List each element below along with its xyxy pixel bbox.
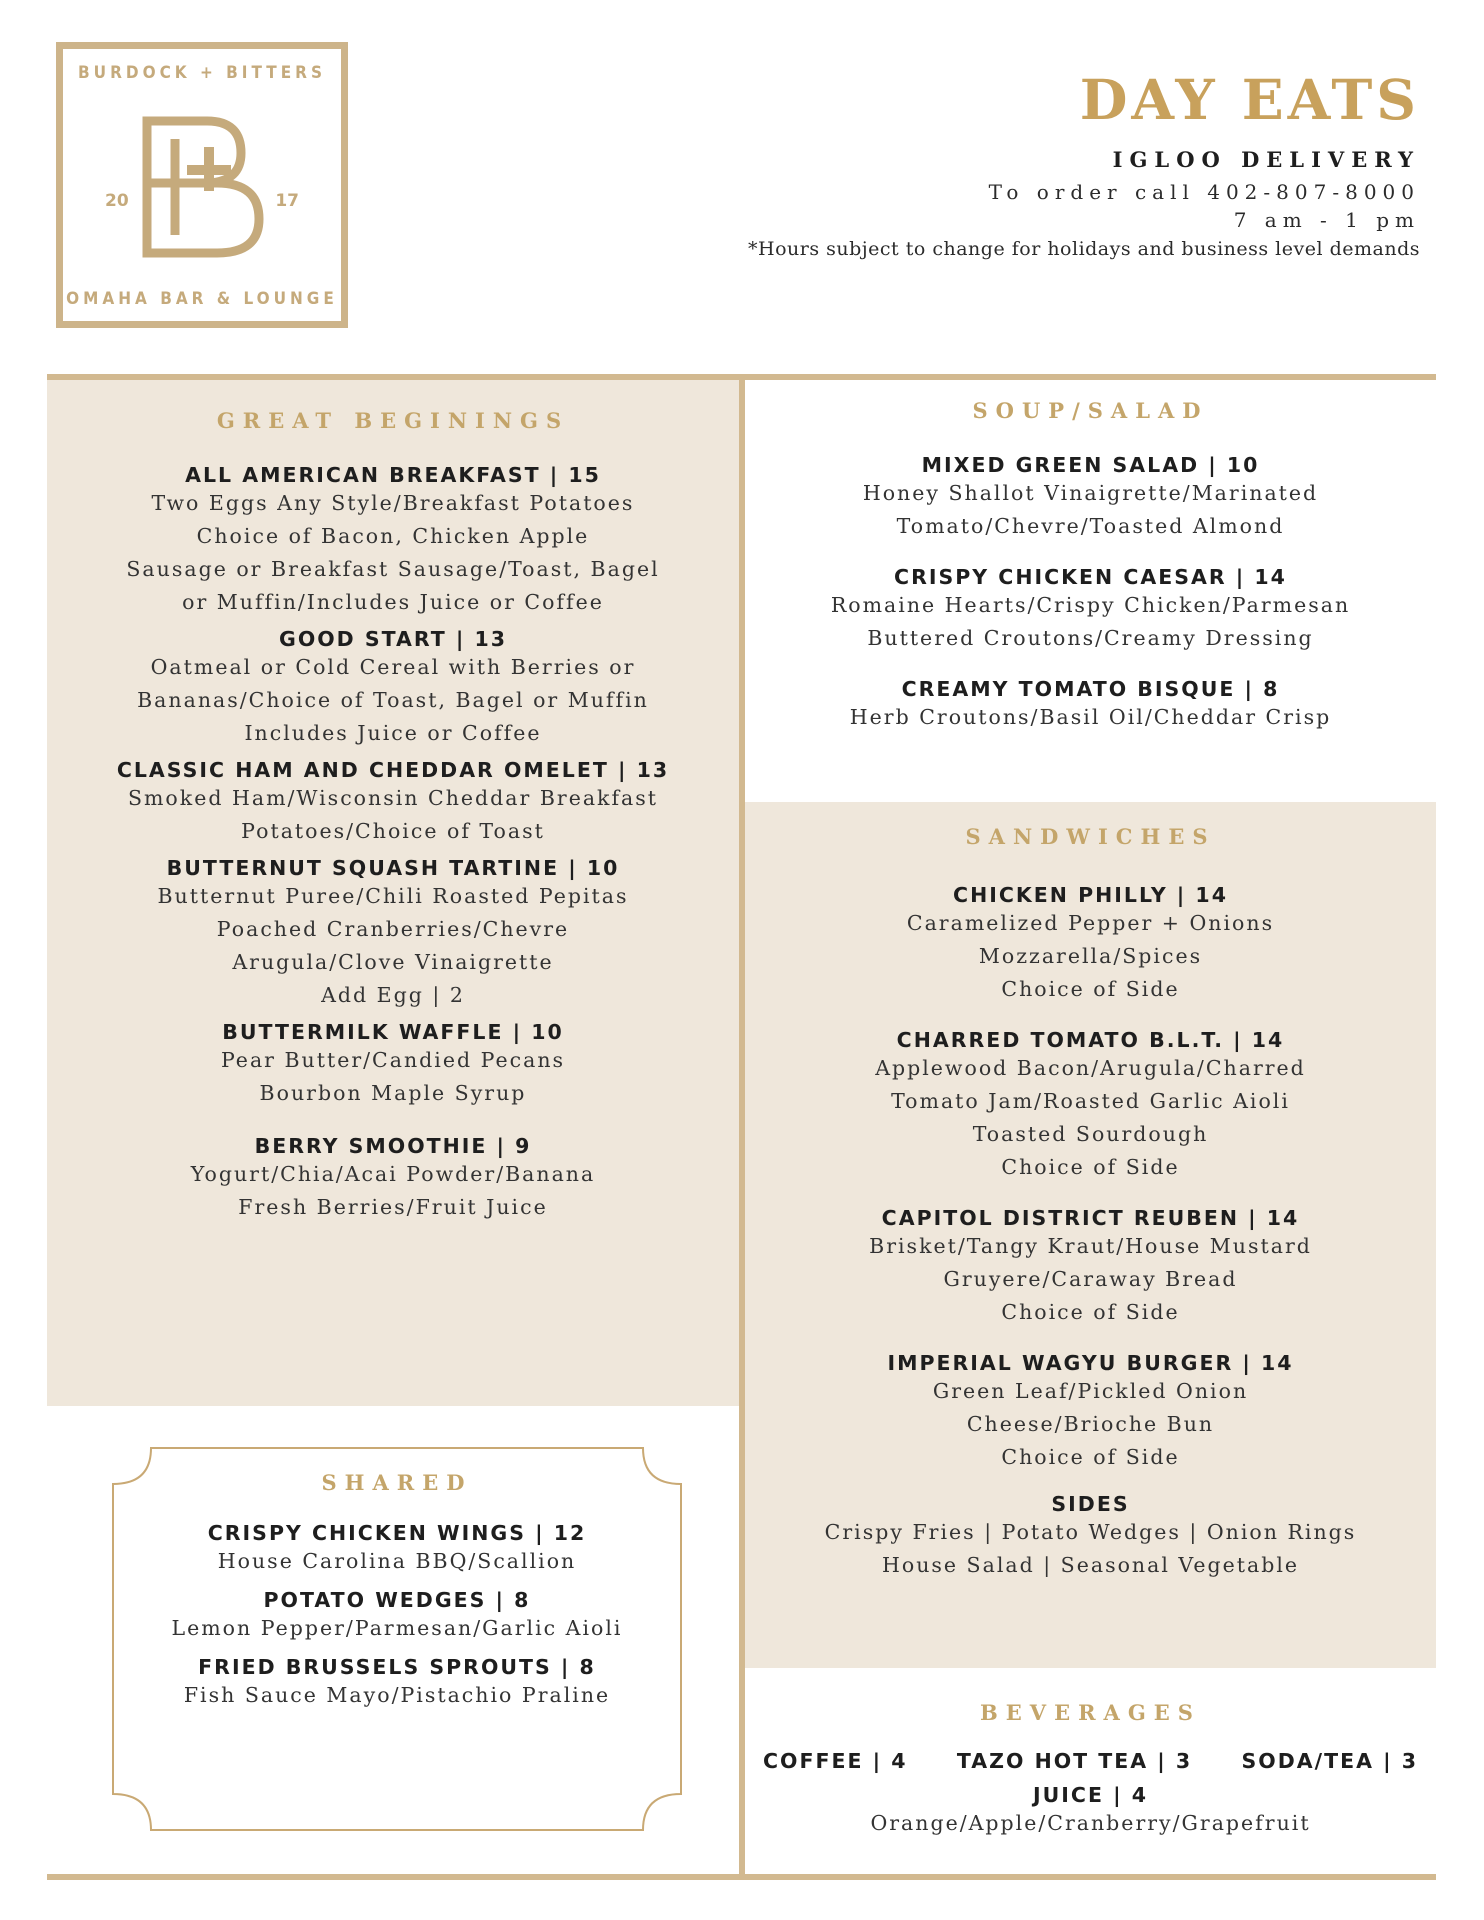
menu-item-name: CHARRED TOMATO B.L.T. | 14: [896, 1028, 1285, 1052]
menu-item-desc: Bourbon Maple Syrup: [259, 1081, 527, 1105]
menu-item-desc: Choice of Side: [1001, 1445, 1180, 1469]
page-title: DAY EATS: [1079, 67, 1420, 132]
menu-item-desc: Butternut Puree/Chili Roasted Pepitas: [157, 884, 629, 908]
menu-item-desc: Cheese/Brioche Bun: [966, 1412, 1215, 1436]
menu-item-desc: Applewood Bacon/Arugula/Charred: [875, 1056, 1306, 1080]
menu-item-desc: House Salad | Seasonal Vegetable: [881, 1553, 1300, 1577]
menu-item-desc: or Muffin/Includes Juice or Coffee: [182, 590, 604, 614]
menu-item-desc: Mozzarella/Spices: [978, 944, 1203, 968]
menu-item-desc: Arugula/Clove Vinaigrette: [232, 950, 554, 974]
beverage-item: COFFEE | 4: [763, 1749, 908, 1773]
shared-section: [111, 1470, 683, 1712]
section-title: SHARED: [321, 1470, 473, 1495]
sandwiches-section: [745, 824, 1436, 1582]
section-title: SOUP/SALAD: [972, 398, 1209, 423]
menu-item-name: CLASSIC HAM AND CHEDDAR OMELET | 13: [116, 758, 670, 782]
menu-item-desc: Oatmeal or Cold Cereal with Berries or: [150, 655, 636, 679]
menu-item-desc: Poached Cranberries/Chevre: [216, 917, 570, 941]
menu-item-name: POTATO WEDGES | 8: [263, 1588, 531, 1612]
menu-item-desc: Add Egg | 2: [321, 983, 465, 1007]
menu-item-desc: Yogurt/Chia/Acai Powder/Banana: [190, 1162, 596, 1186]
delivery-heading: IGLOO DELIVERY: [1112, 146, 1420, 172]
logo-bottom-text: OMAHA BAR & LOUNGE: [66, 289, 338, 309]
menu-item-desc: Fresh Berries/Fruit Juice: [238, 1195, 548, 1219]
logo-year-right: 17: [275, 191, 299, 211]
order-phone: To order call 402-807-8000: [988, 179, 1420, 204]
menu-item-desc: Crispy Fries | Potato Wedges | Onion Rings: [824, 1520, 1357, 1544]
menu-item-desc: Buttered Croutons/Creamy Dressing: [867, 626, 1314, 650]
beverage-row: [763, 1749, 1418, 1773]
menu-item-desc: Choice of Side: [1001, 977, 1180, 1001]
menu-item-desc: Romaine Hearts/Crispy Chicken/Parmesan: [830, 593, 1351, 617]
menu-item-name: BUTTERNUT SQUASH TARTINE | 10: [166, 856, 620, 880]
menu-item-desc: Honey Shallot Vinaigrette/Marinated: [862, 481, 1319, 505]
shared-box: [111, 1446, 683, 1832]
menu-item-desc: Caramelized Pepper + Onions: [906, 911, 1275, 935]
section-title: BEVERAGES: [980, 1700, 1201, 1725]
menu-item-name: CRISPY CHICKEN CAESAR | 14: [894, 565, 1287, 589]
menu-item-desc: Pear Butter/Candied Pecans: [220, 1048, 566, 1072]
menu-item-name: FRIED BRUSSELS SPROUTS | 8: [198, 1655, 596, 1679]
menu-item-desc: Sausage or Breakfast Sausage/Toast, Bagel: [126, 557, 660, 581]
menu-item-desc: Lemon Pepper/Parmesan/Garlic Aioli: [171, 1616, 623, 1640]
logo: [56, 42, 348, 328]
menu-item-desc: Choice of Side: [1001, 1300, 1180, 1324]
beverage-item: TAZO HOT TEA | 3: [956, 1749, 1193, 1773]
menu-item-desc: Gruyere/Caraway Bread: [943, 1267, 1238, 1291]
menu-item-desc: Two Eggs Any Style/Breakfast Potatoes: [151, 491, 635, 515]
great-beginnings-section: [47, 408, 739, 1224]
header: [520, 67, 1420, 260]
menu-item-desc: Orange/Apple/Cranberry/Grapefruit: [870, 1811, 1311, 1835]
menu-item-desc: Tomato Jam/Roasted Garlic Aioli: [891, 1089, 1290, 1113]
hours: 7 am - 1 pm: [1233, 207, 1420, 232]
beverages-section: [745, 1700, 1436, 1840]
menu-item-name: CHICKEN PHILLY | 14: [953, 883, 1228, 907]
logo-top-text: BURDOCK + BITTERS: [78, 63, 326, 83]
menu-item-name: GOOD START | 13: [279, 627, 507, 651]
menu-item-desc: Toasted Sourdough: [972, 1122, 1209, 1146]
menu-item-desc: Includes Juice or Coffee: [244, 721, 542, 745]
beverage-item: SODA/TEA | 3: [1241, 1749, 1418, 1773]
menu-item-name: CAPITOL DISTRICT REUBEN | 14: [881, 1206, 1300, 1230]
soup-salad-section: [745, 398, 1436, 734]
menu-item-name: BUTTERMILK WAFFLE | 10: [222, 1020, 564, 1044]
menu-item-desc: Fish Sauce Mayo/Pistachio Praline: [183, 1683, 611, 1707]
bb-monogram-icon: [137, 111, 277, 261]
section-title: SANDWICHES: [965, 824, 1216, 849]
menu-item-desc: Choice of Bacon, Chicken Apple: [196, 524, 590, 548]
menu-item-name: BERRY SMOOTHIE | 9: [254, 1134, 532, 1158]
logo-year-left: 20: [105, 191, 129, 211]
menu-item-desc: House Carolina BBQ/Scallion: [217, 1549, 577, 1573]
hours-note: *Hours subject to change for holidays and business level demands: [748, 237, 1420, 260]
menu-item-desc: Smoked Ham/Wisconsin Cheddar Breakfast: [127, 786, 659, 810]
menu-item-desc: Choice of Side: [1001, 1155, 1180, 1179]
menu-item-name: SIDES: [1051, 1492, 1130, 1516]
menu-item-name: MIXED GREEN SALAD | 10: [921, 453, 1260, 477]
menu-item-desc: Green Leaf/Pickled Onion: [932, 1379, 1249, 1403]
menu-item-name: IMPERIAL WAGYU BURGER | 14: [887, 1351, 1294, 1375]
menu-item-name: CREAMY TOMATO BISQUE | 8: [901, 677, 1280, 701]
menu-item-desc: Herb Croutons/Basil Oil/Cheddar Crisp: [849, 705, 1332, 729]
section-title: GREAT BEGININGS: [216, 408, 570, 433]
menu-item-desc: Potatoes/Choice of Toast: [241, 819, 545, 843]
menu-item-name: CRISPY CHICKEN WINGS | 12: [207, 1521, 587, 1545]
menu-item-name: JUICE | 4: [1033, 1783, 1148, 1807]
menu-item-desc: Bananas/Choice of Toast, Bagel or Muffin: [137, 688, 649, 712]
menu-item-name: ALL AMERICAN BREAKFAST | 15: [185, 463, 601, 487]
menu-item-desc: Tomato/Chevre/Toasted Almond: [896, 514, 1285, 538]
menu-item-desc: Brisket/Tangy Kraut/House Mustard: [869, 1234, 1312, 1258]
